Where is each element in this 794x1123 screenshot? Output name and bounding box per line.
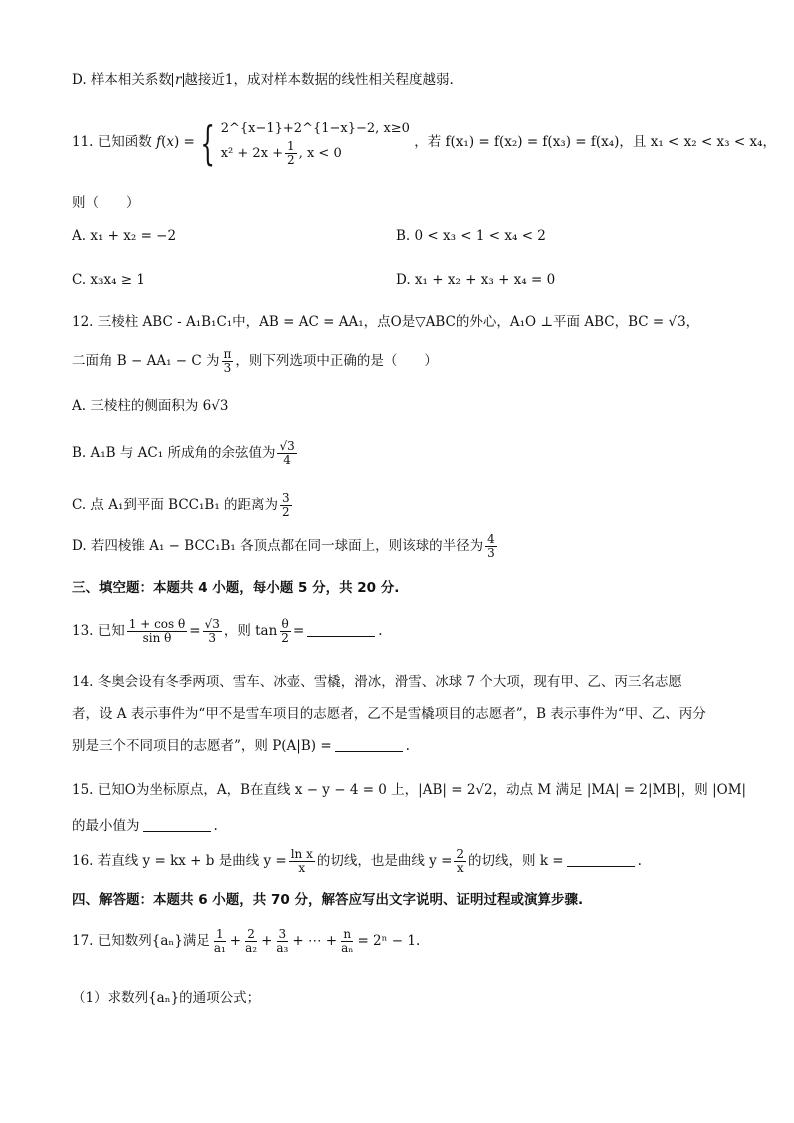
q11-condition: ，若 f(x₁) = f(x₂) = f(x₃) = f(x₄)，且 x₁ < x₂ < x₃ < x₄， — [414, 134, 777, 151]
q10-option-d — [72, 72, 454, 88]
answer-blank — [335, 751, 403, 752]
q11-option-a: A. x₁ + x₂ = −2 — [72, 228, 177, 244]
answer-blank — [567, 866, 635, 867]
q10-d-suffix: 越接近1，成对样本数据的线性相关程度越弱. — [184, 72, 454, 88]
section-4-heading: 四、解答题：本题共 6 小题，共 70 分，解答应写出文字说明、证明过程或演算步骤. — [72, 892, 584, 908]
q17-part1: （1）求数列{aₙ}的通项公式； — [72, 990, 261, 1006]
q11-option-c: C. x₃x₄ ≥ 1 — [72, 272, 145, 288]
q12-option-d: D. 若四棱锥 A₁ − BCC₁B₁ 各顶点都在同一球面上，则该球的半径为 $\frac{4}{3}$ — [72, 532, 495, 561]
q11-option-d: D. x₁ + x₂ + x₃ + x₄ = 0 — [396, 272, 556, 288]
q12-line1: 12. 三棱柱 ABC - A₁B₁C₁中，AB = AC = AA₁，点O是▽ABC的外心，A₁O ⊥平面 ABC，BC = √3， — [72, 314, 700, 330]
q13-stem: 13. 已知 $\frac{\text{1 + cos θ}}{\text{sin θ}}$ = $\frac{√3}{3}$ ，则 tan $\frac{\theta}{2}$ = . — [72, 617, 383, 646]
q17-stem: 17. 已知数列{aₙ}满足 $\frac{1}{\text{a₁}}$ + $\frac{2}{\text{a₂}}$ + $\frac{3}{\text{a₃}}$ + ⋯ + $\frac{n}{\text{aₙ}}$ = 2ⁿ − 1. — [72, 927, 421, 956]
q11-option-b: B. 0 < x₃ < 1 < x₄ < 2 — [396, 228, 546, 244]
section-3-heading: 三、填空题：本题共 4 小题，每小题 5 分，共 20 分. — [72, 580, 400, 596]
q11-stem: 11. 已知函数 f(x) = { 2^{x−1}+2^{1−x}−2, x≥0 x² + 2x + $\frac{1}{2}$ , x < 0 ，若 f(x₁) = f(x₂) = f(x₃) = f(x₄)，且 x₁ < x₂ < x₃ < x₄， — [72, 115, 777, 170]
case-2: x² + 2x + $\frac{1}{2}$ , x < 0 — [220, 139, 342, 168]
q11-then: 则（ ） — [72, 195, 140, 211]
q12-option-a: A. 三棱柱的侧面积为 6√3 — [72, 398, 229, 414]
q10-d-var: r — [172, 73, 184, 87]
q12-option-c: C. 点 A₁到平面 BCC₁B₁ 的距离为 $\frac{3}{2}$ — [72, 491, 290, 520]
brace: { — [200, 115, 216, 170]
q10-d-prefix: D. 样本相关系数 — [72, 72, 172, 88]
q12-option-b: B. A₁B 与 AC₁ 所成角的余弦值为 $\frac{√3}{4}$ — [72, 439, 295, 468]
q14-line2: 者，设 A 表示事件为“甲不是雪车项目的志愿者，乙不是雪橇项目的志愿者”，B 表示事件为“甲、乙、丙分 — [72, 706, 706, 722]
answer-blank — [307, 636, 375, 637]
q16-stem: 16. 若直线 y = kx + b 是曲线 y = $\frac{\text{ln x}}{x}$ 的切线，也是曲线 y = $\frac{2}{x}$ 的切线，则 k = . — [72, 847, 642, 876]
q11-number: 11. 已知函数 — [72, 134, 152, 151]
case-1: 2^{x−1}+2^{1−x}−2, x≥0 — [220, 121, 410, 136]
piecewise-cases — [221, 118, 410, 167]
q15-line1: 15. 已知O为坐标原点，A，B在直线 x − y − 4 = 0 上，|AB| = 2√2，动点 M 满足 |MA| = 2|MB|，则 |OM| — [72, 782, 747, 798]
q15-line2: 的最小值为 . — [72, 818, 218, 834]
answer-blank — [143, 831, 211, 832]
q14-line1: 14. 冬奥会设有冬季两项、雪车、冰壶、雪橇，滑冰，滑雪、冰球 7 个大项，现有甲、乙、丙三名志愿 — [72, 674, 682, 690]
q12-line2: 二面角 B − AA₁ − C 为 $\frac{\pi}{3}$ ，则下列选项中正确的是（ ） — [72, 347, 438, 376]
q14-line3: 别是三个不同项目的志愿者”，则 P(A|B) = . — [72, 738, 410, 754]
